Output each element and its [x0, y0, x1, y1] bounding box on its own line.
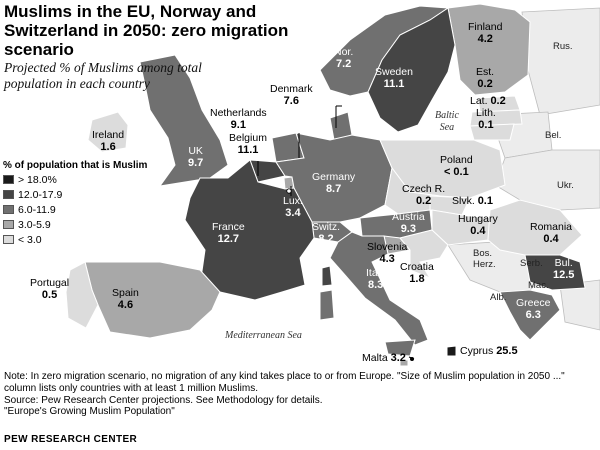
- country-name: Greece: [516, 297, 551, 309]
- country-name: Cyprus: [460, 345, 494, 357]
- label-bosnia: Bos.: [473, 248, 493, 259]
- country-value: 4.3: [379, 252, 395, 265]
- country-value: 11.1: [237, 143, 259, 156]
- lux-marker: [287, 189, 291, 193]
- label-czech: [402, 184, 445, 207]
- label-belgium: [229, 133, 267, 156]
- country-value: 12.7: [217, 232, 240, 245]
- country-value: 1.6: [100, 140, 116, 153]
- legend-swatch: [3, 235, 14, 244]
- label-lithuania: [476, 108, 496, 131]
- country-name: Romania: [530, 221, 573, 233]
- legend-swatch: [3, 220, 14, 229]
- baltic-line-1: Baltic: [435, 110, 459, 121]
- map-subtitle: Projected % of Muslims among total population in each country: [4, 60, 202, 91]
- label-russia: Rus.: [553, 41, 573, 52]
- country-name: Croatia: [400, 261, 434, 273]
- country-name: Germany: [312, 171, 356, 183]
- country-name: Spain: [112, 287, 139, 299]
- country-name: Est.: [476, 66, 495, 78]
- country-name: Nor.: [334, 46, 354, 58]
- country-name: Slvk.: [452, 195, 475, 207]
- baltic-sea-label: [435, 110, 459, 133]
- country-name: France: [212, 221, 245, 233]
- footer-notes: [4, 371, 594, 418]
- footer-source: Source: Pew Research Center projections. See Methodology for details.: [4, 394, 323, 406]
- spain-shape: [85, 262, 220, 338]
- legend-item: [3, 218, 153, 231]
- country-name: Lat.: [470, 95, 488, 107]
- country-value: 11.1: [383, 77, 405, 90]
- label-italy: [366, 268, 385, 291]
- legend-swatch: [3, 205, 14, 214]
- country-value: 12.5: [553, 268, 575, 281]
- country-value: 1.8: [409, 272, 425, 285]
- label-ireland: [92, 130, 124, 153]
- country-value: 4.2: [477, 32, 493, 45]
- country-value: 0.1: [478, 118, 494, 131]
- label-bulgaria: [553, 258, 574, 281]
- label-sweden: [375, 67, 413, 90]
- legend-title: % of population that is Muslim: [3, 160, 148, 171]
- country-value: < 0.1: [443, 165, 469, 178]
- country-value: 0.4: [543, 232, 559, 245]
- country-name: Sweden: [375, 66, 413, 78]
- label-cyprus: [460, 346, 518, 358]
- country-value: 9.3: [400, 222, 416, 235]
- country-value: 3.4: [285, 206, 301, 219]
- country-value: 3.2: [390, 352, 406, 364]
- country-value: 0.1: [477, 195, 493, 207]
- country-value: 9.1: [230, 118, 246, 131]
- organization-name: PEW RESEARCH CENTER: [4, 434, 138, 445]
- country-value: 0.4: [470, 224, 486, 237]
- country-name: Portugal: [30, 277, 70, 289]
- country-name: Bul.: [554, 257, 573, 269]
- label-spain: [112, 288, 139, 311]
- label-serbia: Serb.: [520, 258, 543, 269]
- label-finland: [468, 22, 502, 45]
- legend-swatch: [3, 175, 14, 184]
- country-value: 9.7: [188, 156, 204, 169]
- country-name: Slovenia: [367, 241, 408, 253]
- country-value: 7.2: [335, 57, 352, 70]
- country-name: Austria: [392, 211, 425, 223]
- label-slovakia: [452, 196, 493, 208]
- cyprus-shape: [447, 346, 456, 356]
- country-name: Lith.: [476, 107, 496, 119]
- country-value: 8.7: [325, 182, 342, 195]
- sardinia-shape: [320, 290, 334, 320]
- label-austria: [392, 212, 425, 235]
- legend-item: [3, 173, 153, 186]
- legend-label: 12.0-17.9: [18, 188, 63, 201]
- legend-item: [3, 203, 153, 216]
- country-name: Ireland: [92, 129, 125, 141]
- label-portugal: [30, 278, 69, 301]
- country-name: UK: [188, 145, 203, 157]
- label-malta: [362, 353, 406, 365]
- country-value: 7.6: [283, 94, 299, 107]
- label-poland: [440, 155, 473, 178]
- label-ukraine: Ukr.: [557, 180, 574, 191]
- country-name: Denmark: [270, 83, 313, 95]
- russia-land: [522, 8, 600, 115]
- country-name: Finland: [468, 21, 503, 33]
- country-name: Hungary: [458, 213, 498, 225]
- legend-item: [3, 233, 153, 246]
- country-name: Czech R.: [402, 183, 446, 195]
- label-germany: [312, 172, 355, 195]
- country-name: Lux.: [283, 195, 303, 207]
- country-name: Italy: [366, 267, 386, 279]
- footer-report: "Europe's Growing Muslim Population": [4, 406, 175, 418]
- country-value: 0.2: [477, 77, 493, 90]
- country-value: 25.5: [496, 345, 518, 357]
- legend-label: 6.0-11.9: [18, 203, 56, 216]
- malta-marker: [410, 357, 414, 361]
- legend: [3, 160, 153, 246]
- map-title: Muslims in the EU, Norway and Switzerland in 2050: zero migration scenario: [4, 2, 289, 59]
- label-belarus: Bel.: [545, 130, 562, 141]
- baltic-line-2: Sea: [439, 121, 455, 133]
- label-netherlands: [210, 108, 267, 131]
- country-name: Poland: [440, 154, 473, 166]
- label-latvia: [470, 96, 506, 108]
- legend-swatch: [3, 190, 14, 199]
- ukraine-land: [495, 150, 600, 210]
- label-estonia: [476, 67, 494, 90]
- country-value: 4.6: [117, 298, 134, 311]
- label-greece: [516, 298, 550, 321]
- country-value: 6.3: [525, 308, 541, 321]
- label-luxembourg: [283, 196, 303, 219]
- legend-label: > 18.0%: [18, 173, 57, 186]
- country-name: Switz.: [312, 221, 341, 233]
- corsica-shape: [322, 266, 332, 286]
- country-name: Netherlands: [210, 107, 267, 119]
- label-romania: [530, 222, 572, 245]
- country-value: 0.2: [415, 194, 432, 207]
- label-croatia: [400, 262, 434, 285]
- label-albania: Alb.: [490, 292, 507, 303]
- label-herzegovina: Herz.: [473, 259, 496, 270]
- label-switzerland: [312, 222, 340, 245]
- label-denmark: [270, 84, 313, 107]
- label-norway: [334, 47, 353, 70]
- footer-note: Note: In zero migration scenario, no migration of any kind takes place to or from Europe. "Size of Muslim population in 2050 ..." column lists only countries with at least 1 million Muslims.: [4, 371, 565, 394]
- label-macedonia: Mac.: [528, 280, 549, 291]
- country-value: 0.2: [490, 95, 506, 107]
- label-france: [212, 222, 245, 245]
- legend-label: 3.0-5.9: [18, 218, 51, 231]
- country-value: 8.2: [318, 232, 334, 245]
- label-hungary: [458, 214, 498, 237]
- country-value: 8.3: [367, 278, 384, 291]
- country-name: Belgium: [229, 132, 267, 144]
- mediterranean-sea-label: Mediterranean Sea: [225, 330, 302, 341]
- legend-label: < 3.0: [18, 233, 42, 246]
- country-name: Malta: [362, 352, 388, 364]
- label-uk: [188, 146, 203, 169]
- legend-item: [3, 188, 153, 201]
- country-value: 0.5: [41, 288, 58, 301]
